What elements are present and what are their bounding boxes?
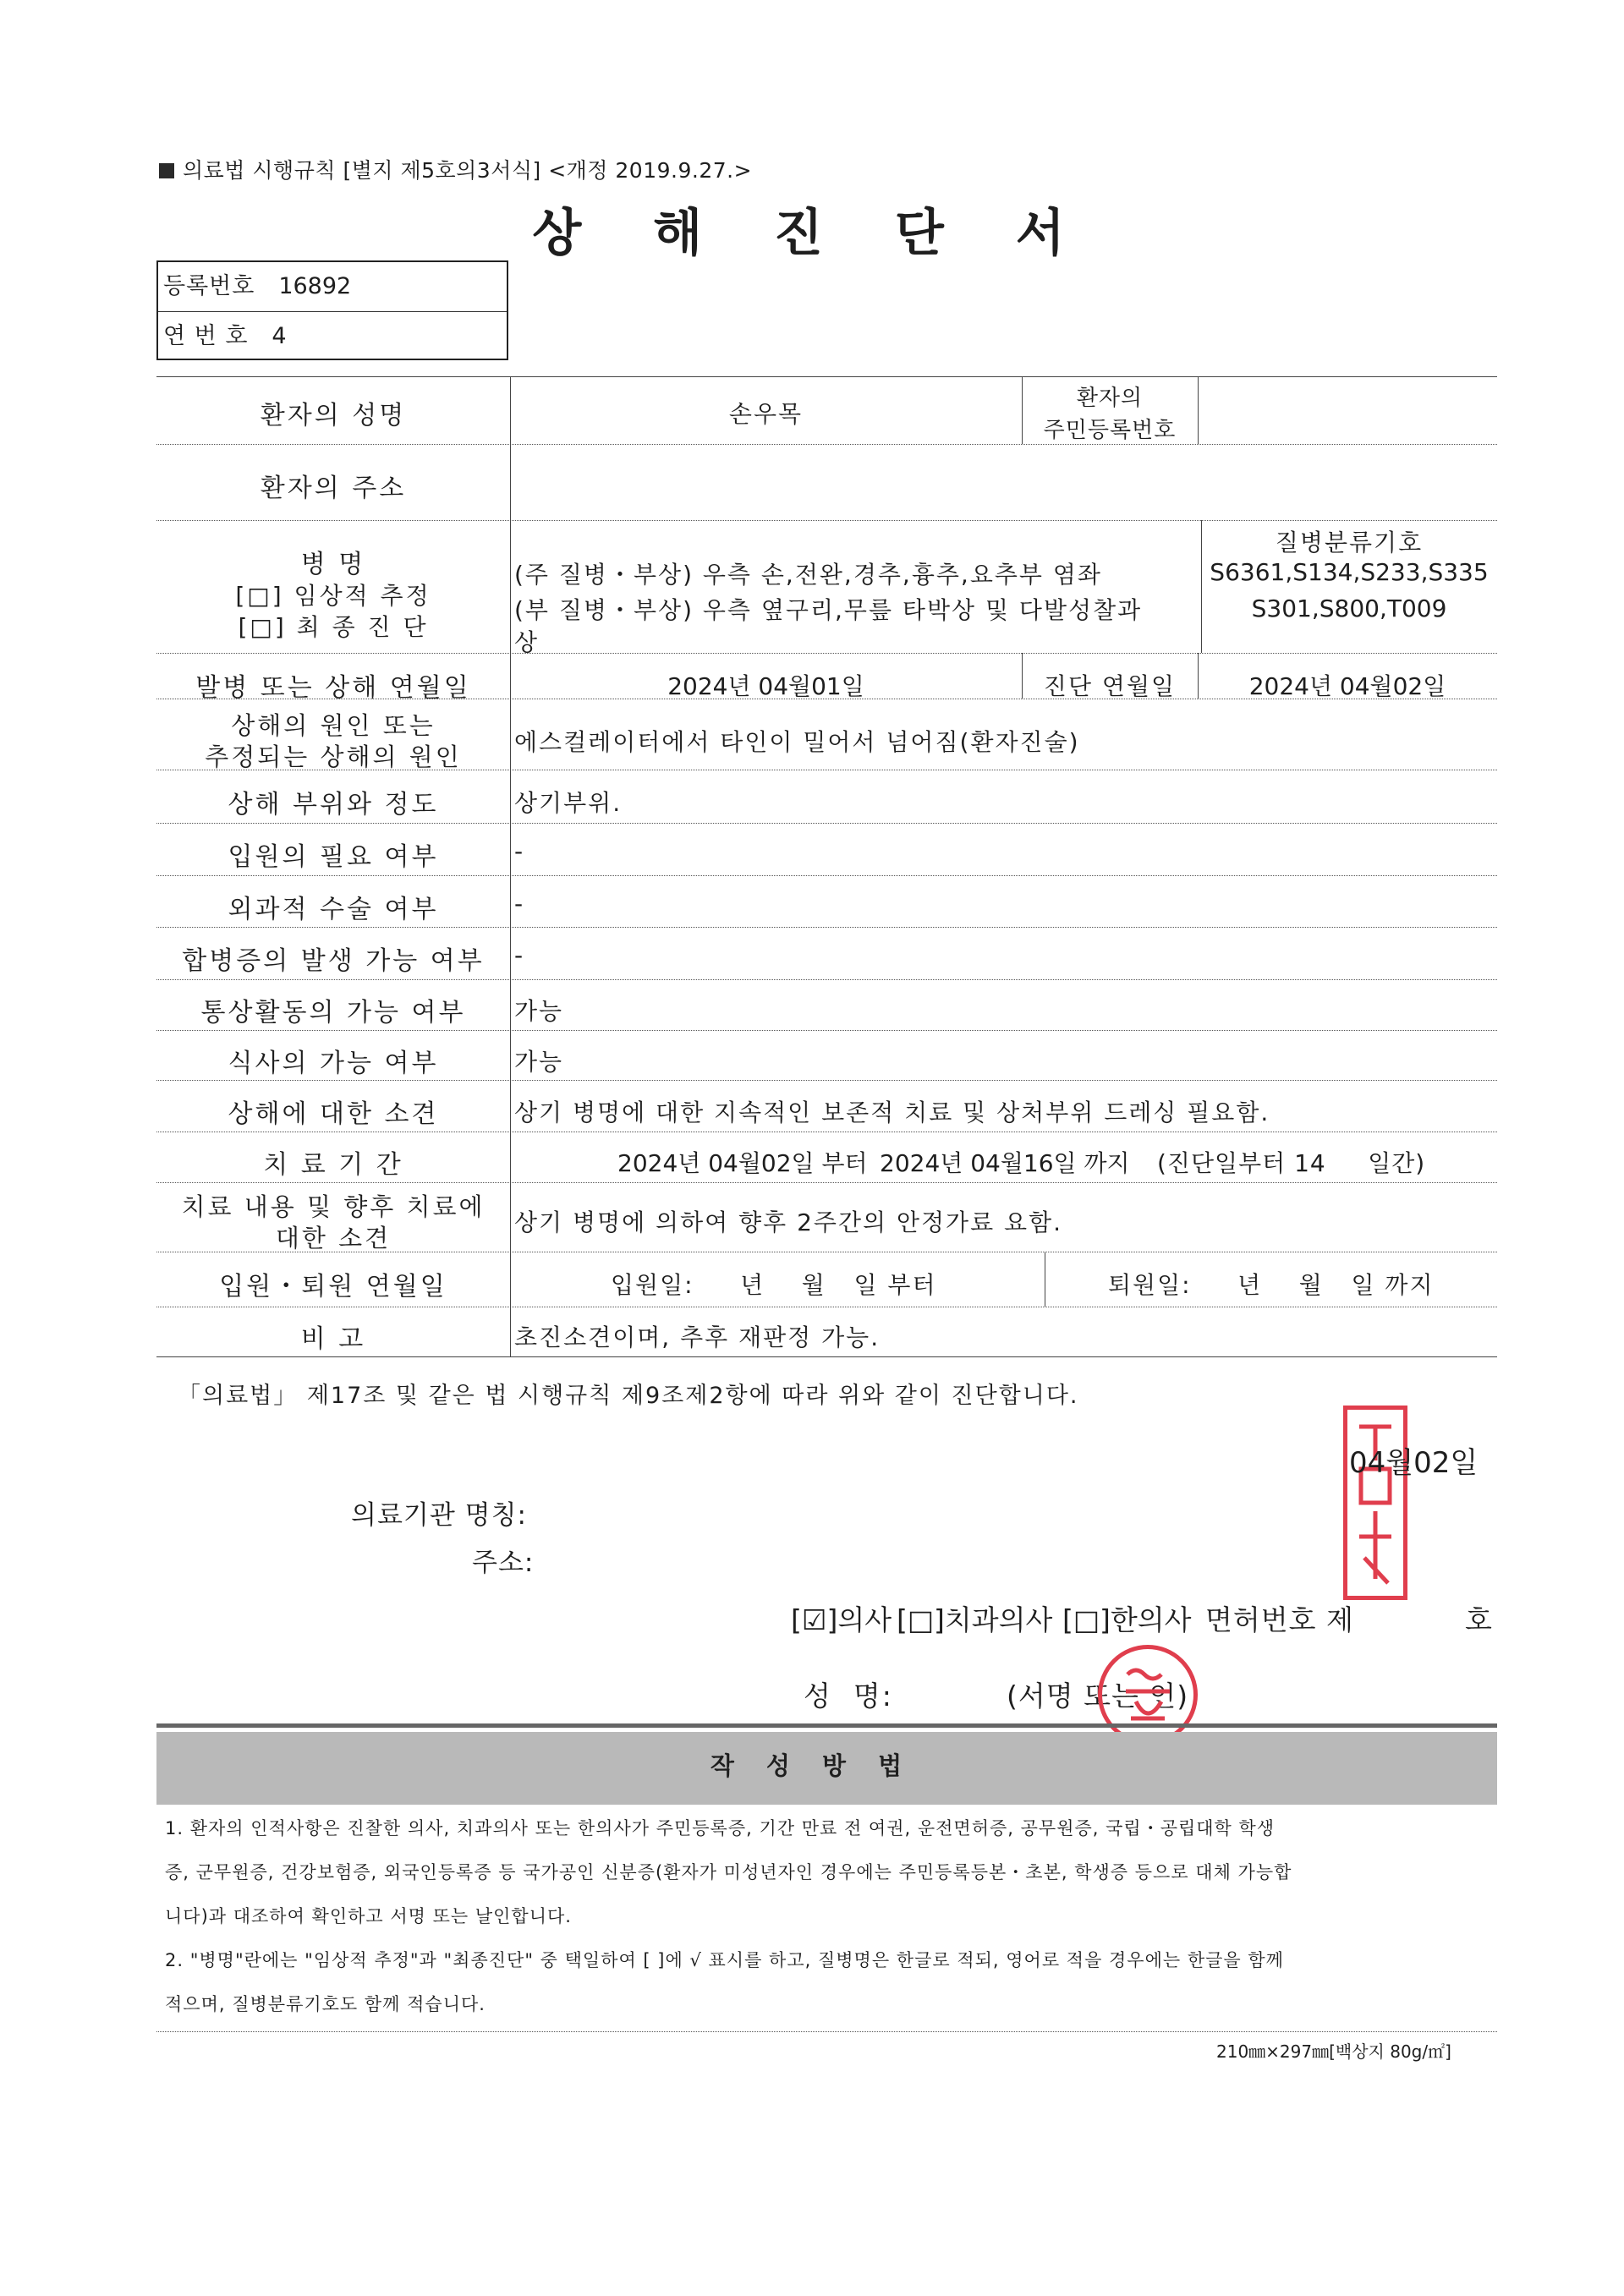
dentist-checkbox[interactable]: [□]치과의사 [897, 1603, 1053, 1636]
institution-address-label: 주소: [472, 1548, 535, 1578]
row-divider [156, 1080, 1497, 1081]
black-square-icon [159, 163, 174, 178]
instruction-item1-line3: 니다)과 대조하여 확인하고 서명 또는 날인합니다. [165, 1906, 572, 1926]
clinical-estimate-option[interactable]: [□] 임상적 추정 [235, 582, 431, 610]
remarks-label: 비 고 [300, 1324, 366, 1354]
hospital-seal-stamp [1343, 1406, 1407, 1600]
sub-diagnosis-text: (부 질병・부상) 우측 옆구리,무릎 타박상 및 다발성찰과 [514, 596, 1143, 624]
final-diagnosis-option[interactable]: [□] 최 종 진 단 [238, 613, 429, 641]
treatment-opinion-label-line2: 대한 소견 [275, 1224, 392, 1252]
diagnosis-date-value: 2024년 04월02일 [1248, 672, 1446, 700]
opinion-label: 상해에 대한 소견 [228, 1099, 439, 1129]
meal-value: 가능 [514, 1048, 564, 1076]
admission-date-value: 입원일: 년 월 일 부터 [611, 1271, 937, 1299]
patient-name-label: 환자의 성명 [260, 401, 407, 430]
instructions-title: 작 성 방 법 [710, 1751, 914, 1780]
treatment-period-to: 2024년 04월16일 까지 [880, 1149, 1130, 1177]
institution-name-label: 의료기관 명칭: [351, 1500, 527, 1531]
hospital-seal-icon [1347, 1410, 1403, 1596]
legal-statement: 「의료법」 제17조 및 같은 법 시행규칙 제9조제2항에 따라 위와 같이 진단합니다. [178, 1383, 1079, 1409]
label-column-divider [510, 376, 511, 1356]
row-divider [156, 979, 1497, 980]
onset-date-value: 2024년 04월01일 [667, 672, 864, 700]
patient-address-label: 환자의 주소 [260, 474, 407, 503]
signer-name-label: 성 명: [804, 1680, 893, 1712]
cause-label-line1: 상해의 원인 또는 [231, 711, 436, 740]
instruction-item2-line2: 적으며, 질병분류기호도 함께 적습니다. [165, 1994, 486, 2014]
legal-basis: 의료법 시행규칙 [별지 제5호의3서식] <개정 2019.9.27.> [159, 154, 752, 184]
diagnosis-date-label: 진단 연월일 [1043, 672, 1177, 700]
serial-number-label: 연 번 호 [163, 323, 249, 349]
daily-activity-label: 통상활동의 가능 여부 [200, 998, 466, 1027]
remarks-value: 초진소견이며, 추후 재판정 가능. [514, 1323, 881, 1351]
registration-number-label: 등록번호 [163, 273, 255, 299]
discharge-date-value: 퇴원일: 년 월 일 까지 [1108, 1271, 1435, 1299]
admission-need-value: - [514, 837, 525, 865]
row-divider [156, 653, 1497, 654]
complication-value: - [514, 941, 525, 969]
row-divider [156, 444, 1497, 445]
registration-box [156, 260, 508, 360]
diagnosis-label: 병 명 [300, 550, 366, 579]
main-diagnosis-text: (주 질병・부상) 우측 손,전완,경추,흉추,요추부 염좌 [514, 561, 1102, 589]
rrn-label-line1: 환자의 [1076, 386, 1144, 411]
row-divider [156, 520, 1497, 521]
treatment-period-label: 치 료 기 간 [263, 1150, 403, 1180]
doctor-seal-stamp [1098, 1645, 1198, 1745]
signature-hint: (서명 또는 인) [1007, 1680, 1189, 1712]
meal-label: 식사의 가능 여부 [228, 1049, 439, 1078]
rrn-label-line2: 주민등록번호 [1043, 418, 1177, 443]
instruction-item2-line1: 2. "병명"란에는 "임상적 추정"과 "최종진단" 중 택일하여 [ ]에 √ 표시를 하고, 질병명은 한글로 적되, 영어로 적을 경우에는 한글을 함께 [165, 1950, 1284, 1970]
row-divider [156, 823, 1497, 824]
license-number-label: 면허번호 제 [1205, 1603, 1354, 1636]
row-divider [156, 875, 1497, 876]
surgery-value: - [514, 890, 525, 918]
serial-number-row [158, 311, 507, 360]
admission-need-label: 입원의 필요 여부 [228, 842, 439, 872]
registration-number-value: 16892 [278, 273, 352, 299]
opinion-value: 상기 병명에 대한 지속적인 보존적 치료 및 상처부위 드레싱 필요함. [514, 1099, 1270, 1126]
treatment-period-days: (진단일부터 14 일간) [1157, 1149, 1426, 1177]
oriental-doctor-checkbox[interactable]: [□]한의사 [1062, 1603, 1192, 1636]
treatment-opinion-value: 상기 병명에 의하여 향후 2주간의 안정가료 요함. [514, 1208, 1063, 1236]
patient-name-value: 손우목 [728, 400, 804, 428]
disease-codes-line2: S301,S800,T009 [1251, 595, 1447, 622]
row-divider [156, 927, 1497, 928]
onset-date-label: 발병 또는 상해 연월일 [195, 673, 471, 703]
cause-value: 에스컬레이터에서 타인이 밀어서 넘어짐(환자진술) [514, 728, 1080, 756]
instructions-top-rule [156, 1723, 1497, 1728]
row-divider [156, 1030, 1497, 1031]
table-top-border [156, 376, 1497, 377]
surgery-label: 외과적 수술 여부 [228, 895, 439, 924]
sub-diagnosis-text-continued: 상 [514, 628, 540, 656]
disease-code-label: 질병분류기호 [1275, 529, 1424, 556]
serial-number-value: 4 [272, 323, 287, 349]
row-divider [156, 1182, 1497, 1183]
instruction-item1-line1: 1. 환자의 인적사항은 진찰한 의사, 치과의사 또는 한의사가 주민등록증, 기간 만료 전 여권, 운전면허증, 공무원증, 국립・공립대학 학생 [165, 1818, 1276, 1838]
injury-site-label: 상해 부위와 정도 [228, 790, 439, 819]
registration-number-row [158, 262, 507, 311]
document-title: 상 해 진 단 서 [532, 204, 1092, 263]
doctor-checkbox[interactable]: [☑]의사 [791, 1603, 892, 1636]
table-bottom-border [156, 1356, 1497, 1357]
rrn-value-divider [1198, 376, 1199, 444]
treatment-period-from: 2024년 04월02일 부터 [617, 1149, 868, 1177]
issue-date: 04월02일 [1349, 1446, 1479, 1480]
paper-spec: 210㎜×297㎜[백상지 80g/㎡] [1216, 2041, 1451, 2062]
instructions-bottom-rule [156, 2031, 1497, 2032]
treatment-opinion-label-line1: 치료 내용 및 향후 치료에 [181, 1192, 486, 1221]
admission-discharge-label: 입원・퇴원 연월일 [219, 1272, 447, 1301]
cause-label-line2: 추정되는 상해의 원인 [205, 743, 462, 771]
injury-site-value: 상기부위. [514, 789, 623, 817]
instruction-item1-line2: 증, 군무원증, 건강보험증, 외국인등록증 등 국가공인 신분증(환자가 미성년자인 경우에는 주민등록등본・초본, 학생증 등으로 대체 가능합 [165, 1862, 1292, 1882]
disease-codes-line1: S6361,S134,S233,S335 [1210, 558, 1489, 586]
daily-activity-value: 가능 [514, 997, 564, 1025]
license-number-suffix: 호 [1465, 1603, 1494, 1636]
complication-label: 합병증의 발생 가능 여부 [182, 946, 485, 976]
